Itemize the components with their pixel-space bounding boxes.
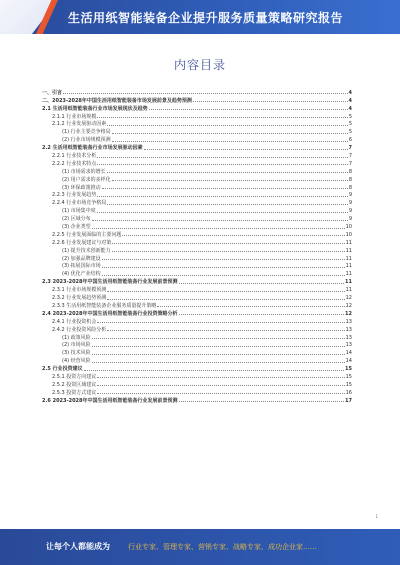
toc-leader-dots (107, 291, 344, 292)
toc-entry-text: (2) 用户需求的多样化 (62, 176, 111, 183)
toc-entry[interactable] (42, 293, 352, 301)
toc-leader-dots (97, 322, 344, 323)
toc-leader-dots (157, 306, 344, 307)
toc-leader-dots (92, 354, 345, 355)
page-number: 1 (375, 514, 378, 519)
toc-entry-page: 5 (348, 113, 352, 120)
toc-entry[interactable] (42, 317, 352, 325)
toc-entry[interactable] (42, 104, 352, 112)
toc-leader-dots (112, 133, 348, 134)
toc-leader-dots (107, 125, 348, 126)
toc-entry[interactable] (42, 222, 352, 230)
toc-entry-text: 2.1 生活用纸智能装备行业市场发展现状及趋势 (42, 105, 148, 112)
toc-leader-dots (112, 251, 345, 252)
toc-entry[interactable] (42, 246, 352, 254)
toc-entry[interactable] (42, 380, 352, 388)
toc-entry-text: 2.4.2 行业投资风险分析 (52, 326, 107, 333)
toc-entry-page: 9 (348, 216, 352, 223)
toc-entry-text: (1) 行业主要竞争格局 (62, 129, 111, 136)
toc-entry-text: 2.2.2 行业技术特点 (52, 160, 97, 167)
toc-leader-dots (92, 362, 345, 363)
toc-entry[interactable] (42, 112, 352, 120)
footer-banner (0, 529, 400, 565)
toc-entry-page: 7 (348, 145, 352, 152)
toc-entry-page: 14 (345, 350, 352, 357)
toc-leader-dots (97, 212, 348, 213)
toc-leader-dots (112, 141, 348, 142)
toc-entry-text: 2.4.1 行业投资机会 (52, 318, 97, 325)
toc-entry[interactable] (42, 333, 352, 341)
toc-entry-page: 11 (345, 263, 352, 270)
toc-entry[interactable] (42, 230, 352, 238)
toc-entry[interactable] (42, 269, 352, 277)
toc-entry-text: 2.6 2023-2028年中国生活用纸智能装备行业发展前景预测 (42, 397, 178, 404)
toc-entry-page: 11 (345, 239, 352, 246)
toc-entry-page: 11 (345, 287, 352, 294)
toc-entry-page: 5 (348, 121, 352, 128)
toc-entry-text: 2.2.3 行业发展趋势 (52, 192, 97, 199)
toc-entry-page: 10 (345, 224, 352, 231)
toc-entry-text: 2.3.1 行业市场规模预测 (52, 287, 107, 294)
toc-entry-page: 4 (348, 89, 352, 96)
toc-leader-dots (144, 149, 348, 150)
toc-entry[interactable] (42, 356, 352, 364)
toc-leader-dots (63, 93, 348, 94)
toc-leader-dots (179, 283, 345, 284)
toc-entry-text: 2.5.3 投资方式建议 (52, 389, 97, 396)
toc-leader-dots (92, 346, 345, 347)
toc-entry[interactable] (42, 301, 352, 309)
toc-leader-dots (97, 196, 348, 197)
toc-leader-dots (193, 101, 348, 102)
toc-entry-page: 9 (348, 192, 352, 199)
toc-entry-text: (1) 提升技术创新能力 (62, 247, 111, 254)
toc-entry-page: 4 (348, 105, 352, 112)
table-of-contents (42, 88, 352, 404)
toc-entry[interactable] (42, 191, 352, 199)
toc-entry-page: 7 (348, 153, 352, 160)
toc-entry[interactable] (42, 151, 352, 159)
toc-entry[interactable] (42, 396, 352, 404)
toc-entry[interactable] (42, 364, 352, 372)
toc-leader-dots (179, 401, 345, 402)
toc-leader-dots (107, 299, 344, 300)
toc-entry[interactable] (42, 238, 352, 246)
toc-entry-page: 13 (345, 318, 352, 325)
toc-entry-text: (2) 区域分布 (62, 216, 91, 223)
toc-entry-text: 2.2 生活用纸智能装备行业市场发展驱动因素 (42, 145, 143, 152)
toc-entry-text: 2.5.2 投资区域建议 (52, 381, 97, 388)
toc-entry-page: 10 (345, 231, 352, 238)
toc-leader-dots (97, 385, 344, 386)
toc-entry-text: 二、2023-2028年中国生活用纸智能装备市场发展前景及趋势预测 (42, 97, 192, 104)
toc-leader-dots (107, 204, 348, 205)
footer-roles: 行业专家、管理专家、营销专家、战略专家、成功企业家…… (128, 543, 317, 551)
toc-entry-text: (4) 优化产业结构 (62, 271, 101, 278)
toc-entry[interactable] (42, 159, 352, 167)
toc-entry[interactable] (42, 88, 352, 96)
toc-leader-dots (102, 259, 345, 260)
toc-entry[interactable] (42, 206, 352, 214)
toc-entry-page: 8 (348, 168, 352, 175)
toc-entry[interactable] (42, 372, 352, 380)
toc-leader-dots (84, 370, 344, 371)
toc-entry-page: 4 (348, 97, 352, 104)
toc-entry[interactable] (42, 167, 352, 175)
toc-entry-text: 2.1.2 行业发展驱动因素 (52, 121, 107, 128)
toc-leader-dots (112, 243, 344, 244)
toc-entry-text: 2.2.4 行业市场竞争格局 (52, 200, 107, 207)
toc-leader-dots (112, 180, 348, 181)
toc-entry[interactable] (42, 96, 352, 104)
toc-entry-page: 12 (345, 295, 352, 302)
toc-entry-text: 2.3.3 生活用纸智能装备企业服务质量提升策略 (52, 302, 157, 309)
toc-entry[interactable] (42, 175, 352, 183)
toc-leader-dots (102, 188, 348, 189)
toc-entry-text: 2.4 2023-2028年中国生活用纸智能装备行业投资策略分析 (42, 310, 178, 317)
toc-entry-page: 13 (345, 326, 352, 333)
toc-entry-page: 15 (345, 366, 352, 373)
toc-entry-page: 9 (348, 200, 352, 207)
toc-entry[interactable] (42, 341, 352, 349)
toc-leader-dots (102, 267, 345, 268)
toc-entry-page: 15 (345, 381, 352, 388)
toc-entry-page: 8 (348, 176, 352, 183)
toc-entry[interactable] (42, 214, 352, 222)
toc-entry-page: 12 (345, 310, 352, 317)
toc-leader-dots (92, 338, 345, 339)
toc-leader-dots (97, 393, 344, 394)
toc-entry-page: 11 (345, 271, 352, 278)
toc-entry-text: (3) 环保政策推动 (62, 184, 101, 191)
toc-entry-text: (2) 行业市场规模预测 (62, 137, 111, 144)
report-header-banner (0, 0, 400, 34)
toc-leader-dots (107, 330, 344, 331)
toc-entry[interactable] (42, 277, 352, 285)
toc-leader-dots (97, 164, 348, 165)
toc-entry-page: 13 (345, 334, 352, 341)
toc-entry-text: (4) 经营风险 (62, 358, 91, 365)
toc-entry-text: (3) 企业类型 (62, 224, 91, 231)
toc-entry[interactable] (42, 262, 352, 270)
toc-entry-page: 15 (345, 373, 352, 380)
toc-entry-text: (3) 技术风险 (62, 350, 91, 357)
toc-entry[interactable] (42, 143, 352, 151)
toc-entry-page: 14 (345, 358, 352, 365)
toc-entry-page: 8 (348, 184, 352, 191)
toc-entry-page: 5 (348, 129, 352, 136)
toc-entry-text: 2.2.1 行业技术分析 (52, 153, 97, 160)
toc-entry-page: 11 (345, 279, 352, 286)
toc-entry[interactable] (42, 135, 352, 143)
toc-entry-page: 11 (345, 255, 352, 262)
toc-leader-dots (179, 314, 345, 315)
toc-entry-page: 16 (345, 389, 352, 396)
toc-entry-page: 13 (345, 342, 352, 349)
toc-entry[interactable] (42, 325, 352, 333)
toc-entry-text: 2.3.2 行业发展趋势预测 (52, 295, 107, 302)
toc-entry[interactable] (42, 285, 352, 293)
toc-entry-page: 9 (348, 208, 352, 215)
toc-leader-dots (122, 235, 344, 236)
toc-entry-text: 2.3 2023-2028年中国生活用纸智能装备行业发展前景预测 (42, 279, 178, 286)
toc-entry-page: 11 (345, 247, 352, 254)
toc-entry-text: 2.2.5 行业发展面临的主要问题 (52, 231, 122, 238)
toc-leader-dots (107, 172, 348, 173)
toc-entry-text: (1) 政策风险 (62, 334, 91, 341)
toc-leader-dots (92, 228, 345, 229)
footer-slogan: 让每个人都能成为 (46, 542, 110, 551)
toc-leader-dots (102, 275, 345, 276)
toc-leader-dots (97, 117, 348, 118)
toc-leader-dots (149, 109, 348, 110)
toc-entry[interactable] (42, 388, 352, 396)
toc-entry-text: (1) 市场需求的增长 (62, 168, 106, 175)
toc-leader-dots (92, 220, 348, 221)
toc-entry[interactable] (42, 348, 352, 356)
toc-entry[interactable] (42, 127, 352, 135)
toc-entry[interactable] (42, 254, 352, 262)
toc-entry[interactable] (42, 198, 352, 206)
toc-entry-page: 17 (345, 397, 352, 404)
toc-entry-text: (2) 市场风险 (62, 342, 91, 349)
toc-entry-page: 7 (348, 160, 352, 167)
toc-entry-page: 12 (345, 302, 352, 309)
toc-entry-text: (2) 加强品牌建设 (62, 255, 101, 262)
report-title: 生活用纸智能装备企业提升服务质量策略研究报告 (68, 11, 344, 25)
toc-entry-text: 一、引言 (42, 89, 63, 96)
toc-entry-page: 6 (348, 137, 352, 144)
toc-heading: 内容目录 (173, 58, 226, 72)
toc-entry[interactable] (42, 309, 352, 317)
toc-entry[interactable] (42, 183, 352, 191)
toc-leader-dots (97, 157, 348, 158)
toc-entry[interactable] (42, 120, 352, 128)
toc-entry-text: (3) 拓展国际市场 (62, 263, 101, 270)
toc-entry-text: 2.5 行业投资建议 (42, 366, 83, 373)
toc-entry-text: 2.5.1 投资方向建议 (52, 373, 97, 380)
toc-leader-dots (97, 377, 344, 378)
toc-entry-text: (1) 市场集中度 (62, 208, 96, 215)
toc-entry-text: 2.1.1 行业市场规模 (52, 113, 97, 120)
toc-entry-text: 2.2.6 行业发展建议与对策 (52, 239, 112, 246)
